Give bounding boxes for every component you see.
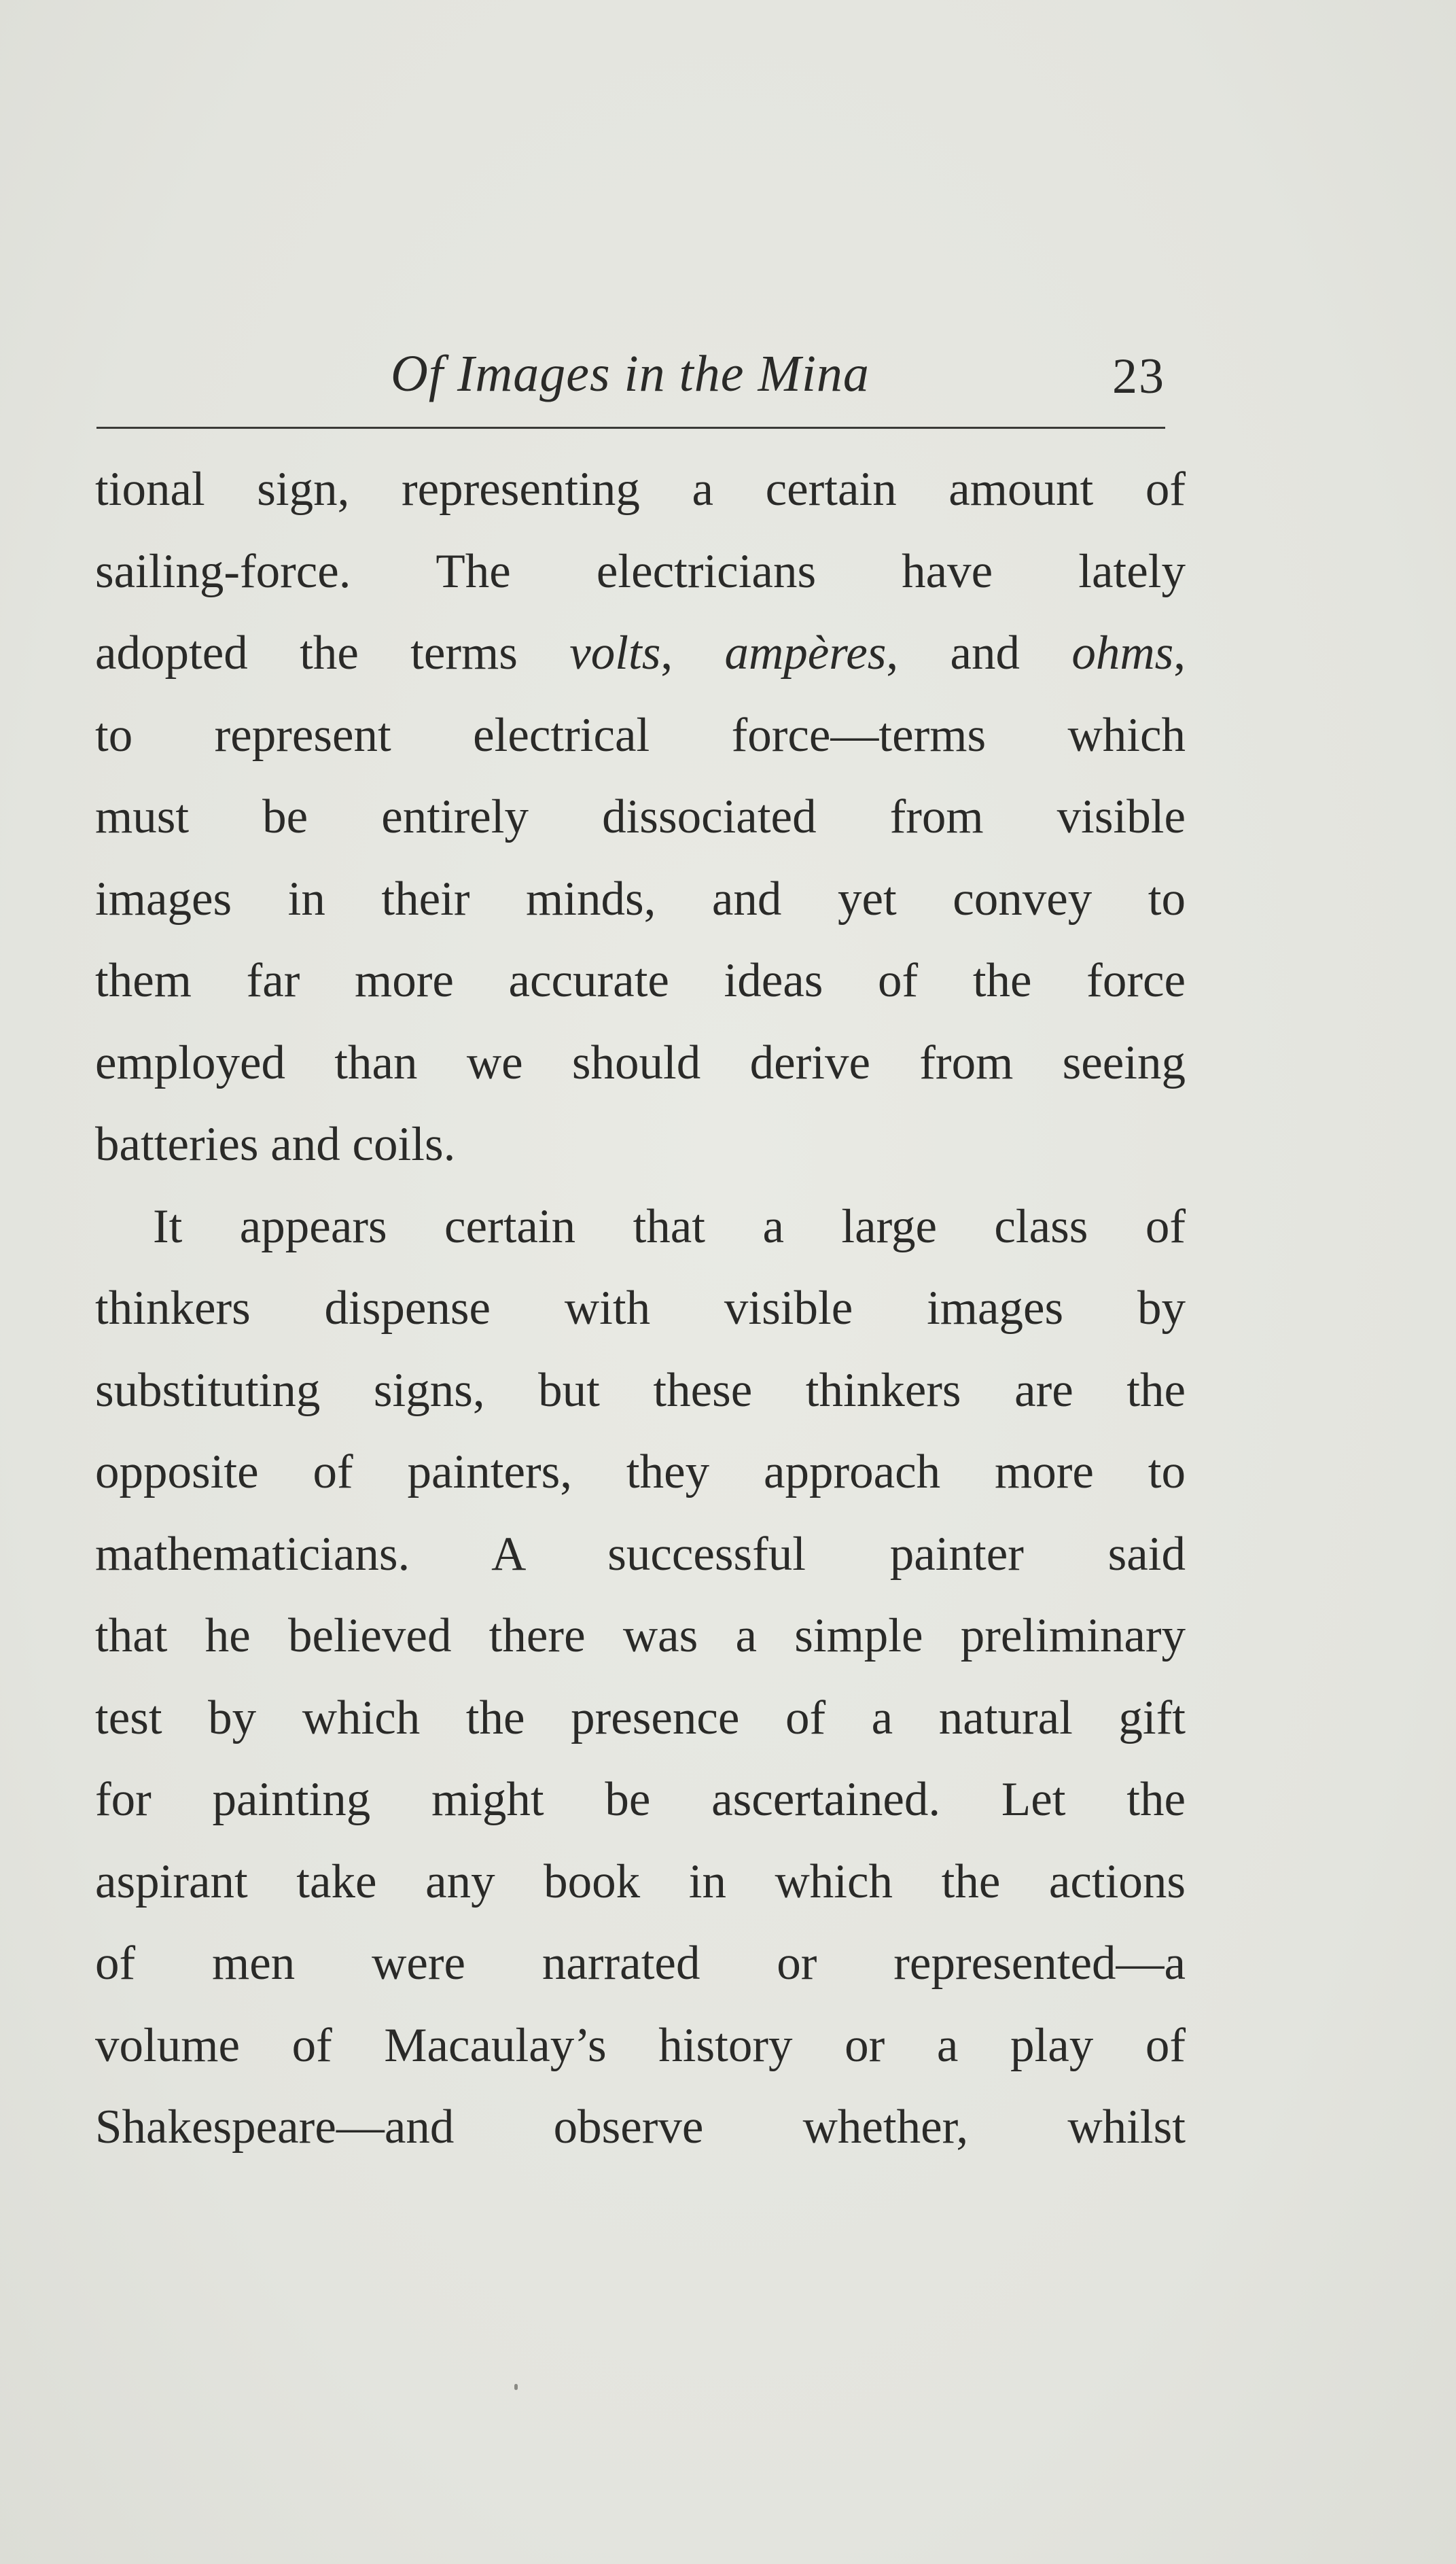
text-line: Shakespeare—and observe whether, whilst — [95, 2101, 1186, 2154]
page-number: 23 — [1112, 349, 1165, 404]
text-line: opposite of painters, they approach more to — [95, 1445, 1186, 1498]
italic-term-ohms: ohms — [1071, 627, 1174, 680]
text-line: employed than we should derive from seeing — [95, 1036, 1186, 1089]
text-line: them far more accurate ideas of the force — [95, 954, 1186, 1007]
paper-speck — [514, 2384, 518, 2390]
text-line: batteries and coils. — [95, 1118, 456, 1171]
text-line: adopted the terms volts, ampères, and ohms, — [95, 627, 1186, 680]
italic-term-amperes: ampères — [724, 627, 887, 680]
text-line: thinkers dispense with visible images by — [95, 1282, 1186, 1335]
text-line: images in their minds, and yet convey to — [95, 872, 1186, 926]
text-line: tional sign, representing a certain amount of — [95, 463, 1186, 516]
text-line: of men were narrated or represented—a — [95, 1937, 1186, 1990]
italic-term-volts: volts — [569, 627, 661, 680]
header-rule — [96, 427, 1165, 429]
text-line: volume of Macaulay’s history or a play of — [95, 2018, 1186, 2072]
text-line: for painting might be ascertained. Let the — [95, 1773, 1186, 1826]
text-line: must be entirely dissociated from visible — [95, 790, 1186, 843]
paragraph-first-line: It appears certain that a large class of — [153, 1199, 1186, 1253]
text-line: aspirant take any book in which the actions — [95, 1855, 1186, 1908]
running-title: Of Images in the Mina — [391, 345, 870, 402]
text-line: test by which the presence of a natural gift — [95, 1691, 1186, 1744]
text-line: to represent electrical force—terms which — [95, 708, 1186, 762]
text-line: that he believed there was a simple preliminary — [95, 1609, 1186, 1662]
text-line: mathematicians. A successful painter said — [95, 1527, 1186, 1581]
text-line: substituting signs, but these thinkers are the — [95, 1363, 1186, 1417]
running-head — [95, 336, 1165, 411]
body-text — [95, 449, 1186, 2168]
text-line: sailing-force. The electricians have lately — [95, 544, 1186, 598]
